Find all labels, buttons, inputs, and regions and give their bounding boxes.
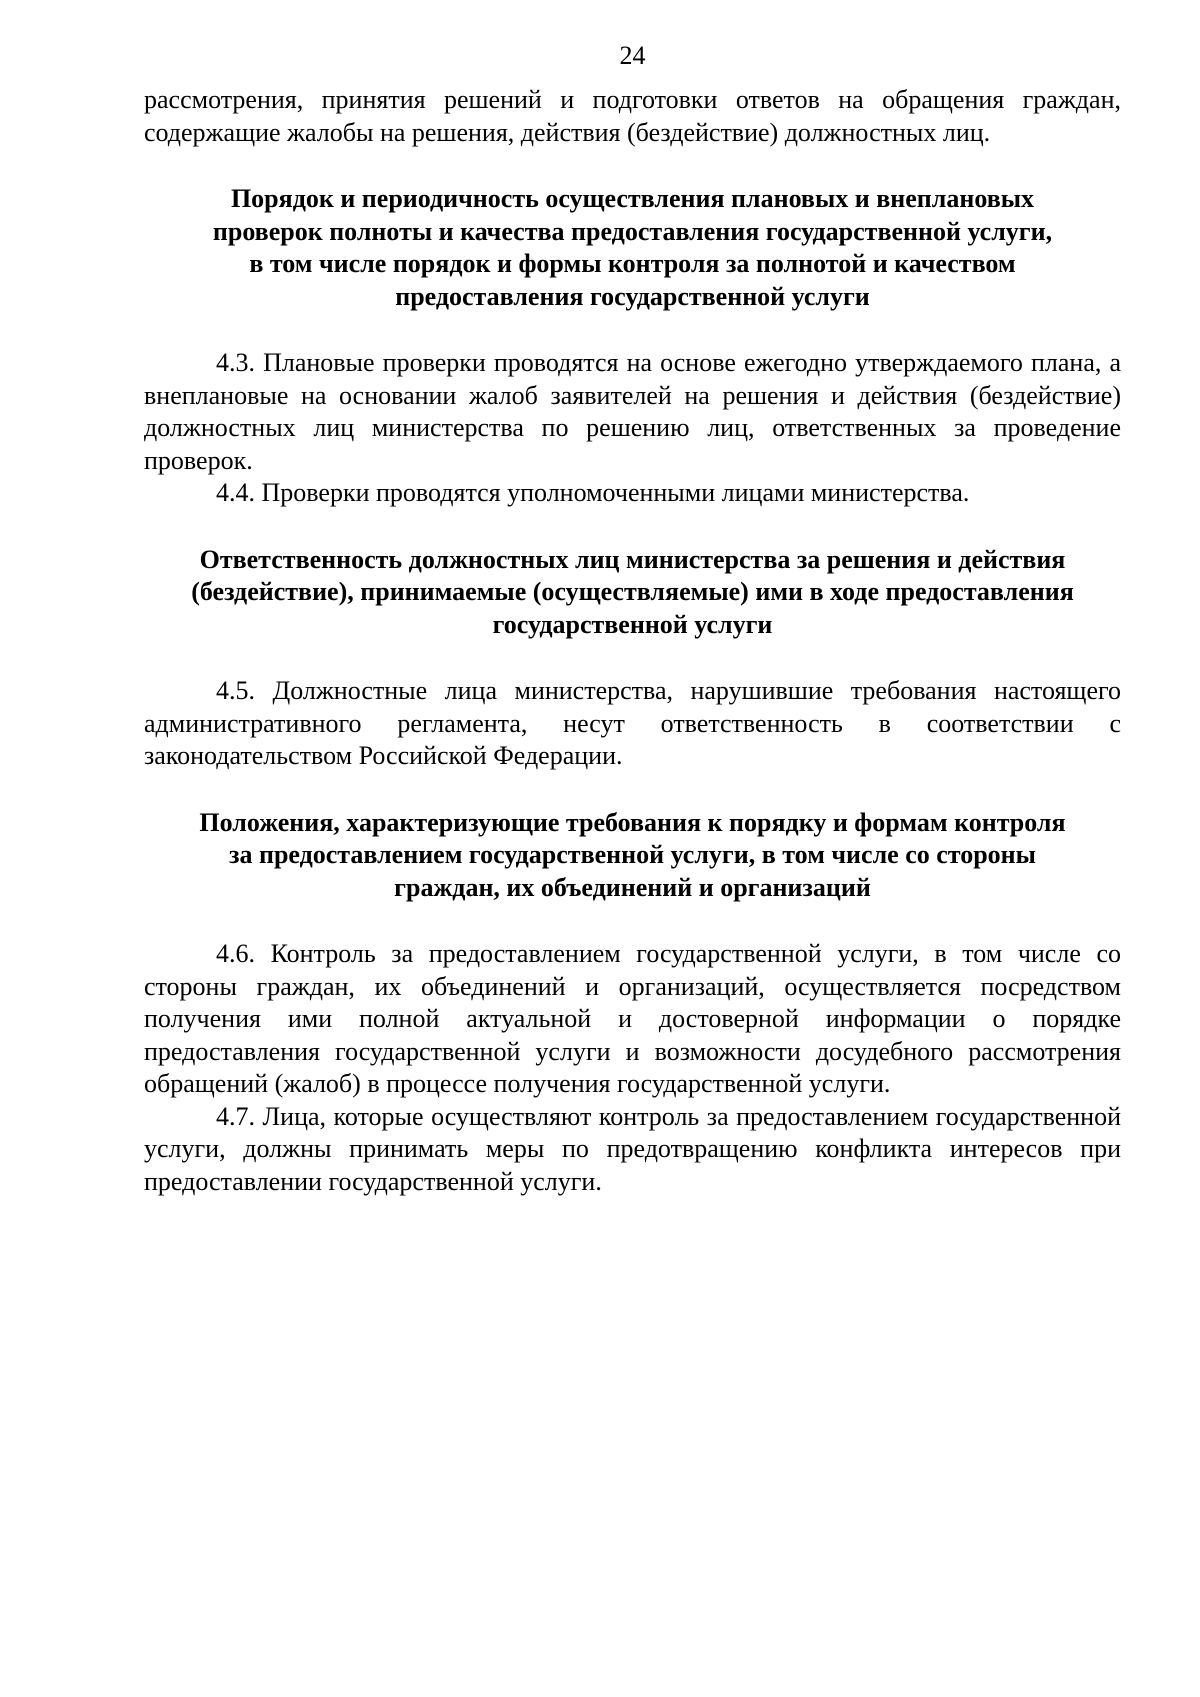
section-heading-responsibility — [144, 544, 1121, 642]
heading-line: Порядок и периодичность осуществления плановых и внеплановых — [230, 184, 1035, 213]
section-heading-control-requirements — [144, 807, 1121, 905]
heading-line: предоставления государственной услуги — [395, 281, 870, 311]
paragraph-4-4: 4.4. Проверки проводятся уполномоченными лицами министерства. — [216, 478, 970, 507]
paragraph-4-5: 4.5. Должностные лица министерства, нарушившие требования настоящего административного регламента, несут ответственность в соответствии с законодательством Российской Федерации. — [144, 676, 1121, 770]
heading-line: в том числе порядок и формы контроля за полнотой и качеством — [249, 249, 1016, 278]
paragraph-4-6: 4.6. Контроль за предоставлением государственной услуги, в том числе со стороны граждан, их объединений и организаций, осуществляется посредством получения ими полной актуальной и достоверной информации о порядке предоставления государственной услуги и возможности досудебного рассмотрения обращений (жалоб) в процессе получения государственной услуги. — [144, 939, 1121, 1098]
heading-line: Ответственность должностных лиц министерства за решения и действия — [199, 544, 1066, 574]
section-heading-inspections — [144, 183, 1121, 313]
page-number: 24 — [619, 41, 646, 70]
heading-line: граждан, их объединений и организаций — [394, 872, 871, 902]
heading-line: проверок полноты и качества предоставления государственной услуги, — [212, 216, 1053, 246]
document-page — [144, 36, 1121, 1198]
continuation-paragraph: рассмотрения, принятия решений и подготовки ответов на обращения граждан, содержащие жалобы на решения, действия (бездействие) должностных лиц. — [144, 85, 1121, 147]
heading-line: Положения, характеризующие требования к порядку и формам контроля — [199, 807, 1066, 837]
paragraph-4-7: 4.7. Лица, которые осуществляют контроль за предоставлением государственной услуги, должны принимать меры по предотвращению конфликта интересов при предоставлении государственной услуги. — [144, 1101, 1121, 1196]
paragraph-4-3: 4.3. Плановые проверки проводятся на основе ежегодно утверждаемого плана, а внеплановые на основании жалоб заявителей на решения и действия (бездействие) должностных лиц министерства по решению лиц, ответственных за проведение проверок. — [144, 348, 1121, 475]
heading-line: государственной услуги — [492, 609, 773, 639]
heading-line: (бездействие), принимаемые (осуществляемые) ими в ходе предоставления — [191, 577, 1074, 606]
heading-line: за предоставлением государственной услуги, в том числе со стороны — [229, 840, 1036, 869]
